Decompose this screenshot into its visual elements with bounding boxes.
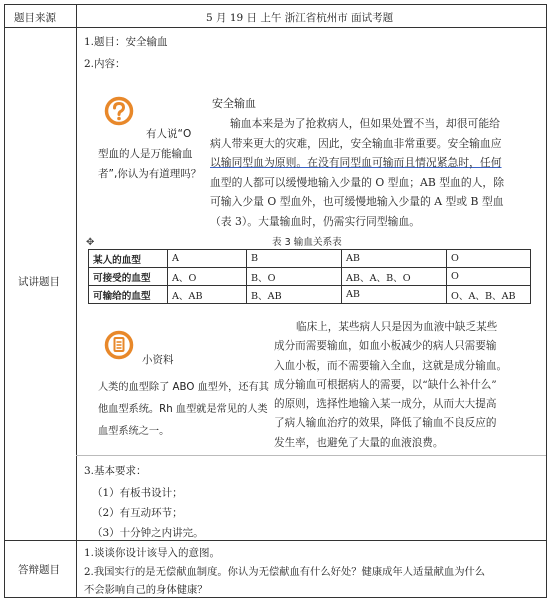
requirement-item: （1）有板书设计； (92, 487, 183, 499)
article-line-1: 输血本来是为了抢救病人，但如果处置不当，却很可能给 (230, 117, 500, 130)
table-cell: AB (342, 286, 447, 304)
article-line-3: 以输同型血为原则。在没有同型血可输而且情况紧急时，任何 (210, 156, 502, 169)
question-text-3: 者”,你认为有道理吗？ (98, 168, 202, 180)
row-header: 某人的血型 (89, 250, 168, 268)
table-cell: O (447, 250, 531, 268)
info-text-1: 人类的血型除了 ABO 血型外，还有其 (98, 382, 269, 393)
defense-question-2-line2: 不会影响自己的身体健康？ (84, 584, 208, 596)
table-cell: A、AB (168, 286, 247, 304)
blood-table (88, 249, 531, 304)
defense-question-2-line1: 2.我国实行的是无偿献血制度。你认为无偿献血有什么好处？健康成年人适量献血为什么 (84, 566, 486, 578)
content-line: 2.内容： (84, 58, 126, 70)
defense-question-1: 1.谈谈你设计该导入的意图。 (84, 547, 221, 559)
table-cell: AB、A、B、O (342, 268, 447, 286)
article-line-2: 病人带来更大的灾难，因此，安全输血非常重要。安全输血应 (210, 136, 502, 150)
question-text-2: 型血的人是万能输血 (98, 148, 193, 160)
info-text-2: 他血型系统。Rh 血型就是常见的人类 (98, 404, 268, 415)
table-row (89, 286, 531, 304)
table-row (89, 268, 531, 286)
page-break-line (76, 455, 546, 456)
header-row-divider (4, 27, 547, 28)
clinical-line-5: 的原则，选择性地输入某一成分，从而大大提高 (274, 398, 497, 411)
article-heading: 安全输血 (212, 97, 256, 110)
question-text-1: 有人说“O (146, 128, 192, 140)
question-mark-circle-icon (104, 96, 134, 126)
clinical-line-4: 成分输血可根据病人的需要，以“缺什么补什么” (274, 378, 497, 391)
table-cell: B、AB (247, 286, 342, 304)
defense-label: 答辩题目 (18, 564, 60, 576)
source-label: 题目来源 (14, 12, 56, 24)
clinical-body (274, 318, 507, 453)
table-border-top (4, 4, 547, 5)
table-cell: AB (342, 250, 447, 268)
table-cell: B (247, 250, 342, 268)
info-text-3: 血型系统之一。 (98, 426, 170, 437)
info-title: 小资料 (142, 354, 174, 366)
requirements-title: 3.基本要求： (84, 465, 147, 477)
clinical-line-2: 成分而需要输血，如血小板减少的病人只需要输 (274, 340, 497, 353)
clinical-line-7: 发生率，也避免了大量的血液浪费。 (274, 436, 444, 449)
defense-row-divider (4, 540, 547, 541)
table-cell: A (168, 250, 247, 268)
table-border-left (4, 4, 5, 598)
table-cell: A、O (168, 268, 247, 286)
table-move-handle-icon[interactable]: ✥ (86, 237, 95, 248)
requirement-item: （3）十分钟之内讲完。 (92, 527, 204, 539)
table-cell: O、A、B、AB (447, 286, 531, 304)
document-list-icon (104, 330, 134, 360)
topic-line: 1.题目：安全输血 (84, 36, 168, 48)
table-cell: B、O (247, 268, 342, 286)
label-column-divider (76, 4, 77, 598)
table-caption: 表 3 输血关系表 (272, 237, 342, 248)
requirement-item: （2）有互动环节； (92, 507, 183, 519)
clinical-line-3: 入血小板，而不需要输入全血，这就是成分输血。 (274, 359, 508, 372)
clinical-line-1: 临床上，某些病人只是因为血液中缺乏某些 (296, 321, 498, 333)
article-line-4: 血型的人都可以缓慢地输入少量的 O 型血；AB 型血的人，除 (210, 175, 505, 189)
table-row (89, 250, 531, 268)
trial-label: 试讲题目 (18, 276, 60, 288)
source-value: 5 月 19 日 上午 浙江省杭州市 面试考题 (206, 12, 394, 24)
table-border-bottom (4, 597, 547, 598)
article-line-6: （表 3）。大量输血时，仍需实行同型输血。 (210, 214, 421, 228)
article-line-5: 可输入少量 O 型血外，也可缓慢地输入少量的 A 型或 B 型血 (210, 195, 504, 208)
table-border-right (546, 4, 547, 598)
table-cell: O (447, 268, 531, 286)
row-header: 可输给的血型 (89, 286, 168, 304)
clinical-line-6: 了病人输血治疗的效果，降低了输血不良反应的 (274, 417, 497, 430)
article-body (210, 114, 504, 231)
row-header: 可接受的血型 (89, 268, 168, 286)
